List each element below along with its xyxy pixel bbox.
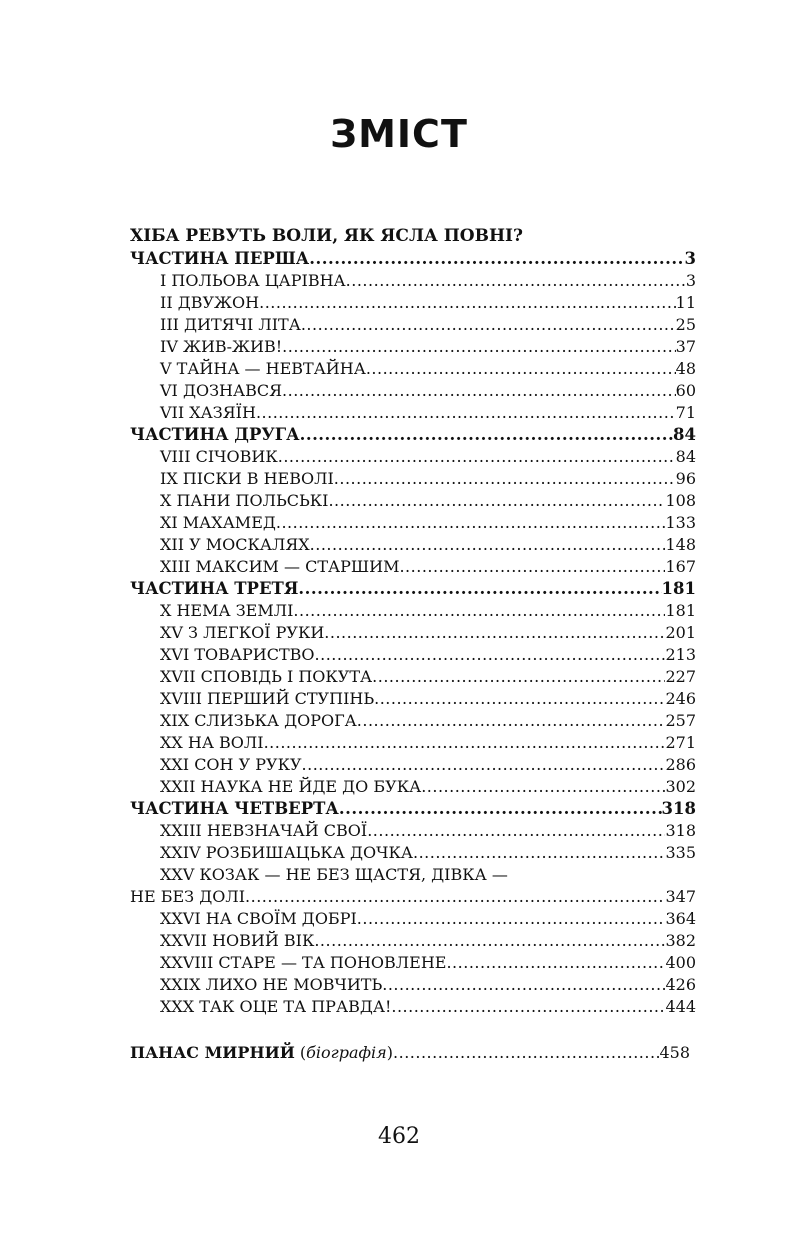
table-of-contents bbox=[130, 248, 696, 1018]
dot-leader bbox=[346, 270, 686, 292]
page-number: 60 bbox=[675, 381, 696, 400]
toc-chapter-row bbox=[130, 358, 696, 380]
paren-close: ) bbox=[386, 1043, 394, 1062]
toc-entry-label: ХХVІ НА СВОЇМ ДОБРІ bbox=[160, 909, 357, 928]
page-number: 37 bbox=[675, 337, 696, 356]
toc-part-row bbox=[130, 248, 696, 270]
dot-leader bbox=[301, 314, 676, 336]
toc-entry-label: ІІ ДВУЖОН bbox=[160, 293, 260, 312]
toc-entry-label: XVІІІ ПЕРШИЙ СТУПІНЬ bbox=[160, 689, 375, 708]
toc-entry-label: ХХІІ НАУКА НЕ ЙДЕ ДО БУКА bbox=[160, 777, 422, 796]
dot-leader bbox=[393, 1042, 659, 1064]
toc-entry-label: ХХІV РОЗБИШАЦЬКА ДОЧКА bbox=[160, 843, 413, 862]
page-number: 48 bbox=[675, 359, 696, 378]
dot-leader bbox=[382, 974, 665, 996]
toc-entry-label: НЕ БЕЗ ДОЛІ bbox=[130, 887, 246, 906]
toc-chapter-row bbox=[130, 380, 696, 402]
biography-entry bbox=[130, 1042, 690, 1064]
page-number: 318 bbox=[661, 799, 696, 818]
toc-chapter-row bbox=[130, 754, 696, 776]
toc-chapter-row bbox=[130, 688, 696, 710]
dot-leader bbox=[315, 644, 666, 666]
toc-entry-label: ХХ НА ВОЛІ bbox=[160, 733, 264, 752]
author-name: ПАНАС МИРНИЙ bbox=[130, 1043, 295, 1062]
page-number: 11 bbox=[675, 293, 696, 312]
toc-chapter-row bbox=[130, 820, 696, 842]
page-number: 167 bbox=[665, 557, 696, 576]
toc-entry-label: VІІІ СІЧОВИК bbox=[160, 447, 278, 466]
toc-entry-label: ЧАСТИНА ПЕРША bbox=[130, 249, 310, 268]
toc-chapter-row bbox=[130, 908, 696, 930]
toc-chapter-row bbox=[130, 556, 696, 578]
toc-chapter-row bbox=[130, 930, 696, 952]
toc-entry-label: ХХІХ ЛИХО НЕ МОВЧИТЬ bbox=[160, 975, 383, 994]
page-number: 201 bbox=[665, 623, 696, 642]
toc-chapter-row bbox=[130, 974, 696, 996]
toc-entry-label: Х НЕМА ЗЕМЛІ bbox=[160, 601, 294, 620]
toc-entry-label: XVІІ СПОВІДЬ І ПОКУТА bbox=[160, 667, 373, 686]
toc-entry-label: ХХІІІ НЕВЗНАЧАЙ СВОЇ bbox=[160, 821, 368, 840]
page-number: 318 bbox=[665, 821, 696, 840]
toc-chapter-row bbox=[130, 710, 696, 732]
toc-entry-label: ІХ ПІСКИ В НЕВОЛІ bbox=[160, 469, 334, 488]
toc-entry-label: ХХVІІ НОВИЙ ВІК bbox=[160, 931, 315, 950]
toc-entry-label: VІІ ХАЗЯЇН bbox=[160, 403, 256, 422]
biography-label bbox=[130, 1042, 393, 1064]
toc-chapter-row bbox=[130, 666, 696, 688]
dot-leader bbox=[374, 688, 665, 710]
toc-chapter-row bbox=[130, 842, 696, 864]
biography-note: біографія bbox=[306, 1043, 387, 1062]
toc-entry-label: V ТАЙНА — НЕВТАЙНА bbox=[160, 359, 366, 378]
toc-chapter-row bbox=[130, 336, 696, 358]
toc-chapter-row bbox=[130, 644, 696, 666]
dot-leader bbox=[302, 754, 666, 776]
toc-entry-label: ЧАСТИНА ТРЕТЯ bbox=[130, 579, 299, 598]
toc-entry-label: ХХХ ТАК ОЦЕ ТА ПРАВДА! bbox=[160, 997, 392, 1016]
toc-chapter-row bbox=[130, 292, 696, 314]
toc-chapter-row bbox=[130, 622, 696, 644]
toc-entry-label: Х ПАНИ ПОЛЬСЬКІ bbox=[160, 491, 329, 510]
dot-leader bbox=[282, 336, 675, 358]
dot-leader bbox=[298, 578, 661, 600]
page-number: 302 bbox=[665, 777, 696, 796]
toc-entry-label: XV З ЛЕГКОЇ РУКИ bbox=[160, 623, 325, 642]
page-number: 286 bbox=[665, 755, 696, 774]
toc-chapter-row bbox=[130, 996, 696, 1018]
toc-chapter-row bbox=[130, 270, 696, 292]
dot-leader bbox=[256, 402, 676, 424]
toc-entry-label: ХІХ СЛИЗЬКА ДОРОГА bbox=[160, 711, 357, 730]
toc-entry-label: ХІ МАХАМЕД bbox=[160, 513, 276, 532]
dot-leader bbox=[314, 930, 665, 952]
page-number: 382 bbox=[665, 931, 696, 950]
dot-leader bbox=[399, 556, 665, 578]
dot-leader bbox=[245, 886, 665, 908]
book-title: ХІБА РЕВУТЬ ВОЛИ, ЯК ЯСЛА ПОВНІ? bbox=[130, 226, 523, 246]
page-number: 3 bbox=[684, 249, 696, 268]
page-number: 25 bbox=[675, 315, 696, 334]
page-number: 148 bbox=[665, 535, 696, 554]
toc-part-row bbox=[130, 798, 696, 820]
page-number: 71 bbox=[675, 403, 696, 422]
dot-leader bbox=[357, 908, 666, 930]
toc-chapter-row bbox=[130, 490, 696, 512]
page-number: 108 bbox=[665, 491, 696, 510]
toc-chapter-row bbox=[130, 446, 696, 468]
dot-leader bbox=[309, 248, 684, 270]
page-number: 213 bbox=[665, 645, 696, 664]
dot-leader bbox=[310, 534, 666, 556]
dot-leader bbox=[357, 710, 666, 732]
page-number: 84 bbox=[673, 425, 696, 444]
dot-leader bbox=[324, 622, 665, 644]
dot-leader bbox=[282, 380, 676, 402]
toc-chapter-row bbox=[130, 776, 696, 798]
dot-leader bbox=[334, 468, 676, 490]
dot-leader bbox=[259, 292, 676, 314]
toc-entry-label: XVІ ТОВАРИСТВО bbox=[160, 645, 315, 664]
toc-entry-label: ЧАСТИНА ДРУГА bbox=[130, 425, 300, 444]
toc-entry-label: ХІІ У МОСКАЛЯХ bbox=[160, 535, 310, 554]
toc-entry-label: І ПОЛЬОВА ЦАРІВНА bbox=[160, 271, 346, 290]
page-number: 133 bbox=[665, 513, 696, 532]
page-number: 335 bbox=[665, 843, 696, 862]
page-number: 400 bbox=[665, 953, 696, 972]
dot-leader bbox=[413, 842, 665, 864]
dot-leader bbox=[264, 732, 666, 754]
toc-entry-label: ХІІІ МАКСИМ — СТАРШИМ bbox=[160, 557, 400, 576]
toc-chapter-row bbox=[130, 402, 696, 424]
toc-entry-label: ХХV КОЗАК — НЕ БЕЗ ЩАСТЯ, ДІВКА — bbox=[160, 865, 508, 884]
dot-leader bbox=[339, 798, 662, 820]
toc-chapter-row bbox=[130, 512, 696, 534]
page-number: 181 bbox=[665, 601, 696, 620]
page-number: 257 bbox=[665, 711, 696, 730]
toc-entry-label: VІ ДОЗНАВСЯ bbox=[160, 381, 283, 400]
page-number: 84 bbox=[675, 447, 696, 466]
page-number: 227 bbox=[665, 667, 696, 686]
toc-row-biography bbox=[130, 1042, 690, 1064]
page-number: 426 bbox=[665, 975, 696, 994]
page-number: 3 bbox=[685, 271, 696, 290]
toc-chapter-row bbox=[130, 864, 696, 886]
toc-entry-label: IV ЖИВ-ЖИВ! bbox=[160, 337, 283, 356]
dot-leader bbox=[278, 446, 676, 468]
page-number: 246 bbox=[665, 689, 696, 708]
page-number: 347 bbox=[665, 887, 696, 906]
dot-leader bbox=[293, 600, 665, 622]
toc-chapter-row bbox=[130, 468, 696, 490]
dot-leader bbox=[328, 490, 665, 512]
page-number: 271 bbox=[665, 733, 696, 752]
page-number: 444 bbox=[665, 997, 696, 1016]
toc-chapter-row bbox=[130, 600, 696, 622]
dot-leader bbox=[372, 666, 665, 688]
folio-page-number: 462 bbox=[378, 1124, 420, 1149]
dot-leader bbox=[276, 512, 666, 534]
page-number: 364 bbox=[665, 909, 696, 928]
dot-leader bbox=[300, 424, 673, 446]
dot-leader bbox=[421, 776, 665, 798]
page-number: 181 bbox=[661, 579, 696, 598]
paren-open: ( bbox=[294, 1043, 307, 1062]
dot-leader bbox=[446, 952, 665, 974]
page-title: ЗМІСТ bbox=[330, 112, 468, 156]
toc-chapter-row bbox=[130, 732, 696, 754]
toc-entry-label: ІІІ ДИТЯЧІ ЛІТА bbox=[160, 315, 301, 334]
toc-part-row bbox=[130, 424, 696, 446]
dot-leader bbox=[391, 996, 665, 1018]
toc-chapter-row bbox=[130, 952, 696, 974]
toc-entry-label: ХХІ СОН У РУКУ bbox=[160, 755, 302, 774]
toc-entry-label: ХХVІІІ СТАРЕ — ТА ПОНОВЛЕНЕ bbox=[160, 953, 447, 972]
toc-chapter-row bbox=[130, 886, 696, 908]
dot-leader bbox=[367, 820, 665, 842]
page-number: 96 bbox=[675, 469, 696, 488]
toc-chapter-row bbox=[130, 534, 696, 556]
page-number: 458 bbox=[659, 1043, 690, 1062]
toc-part-row bbox=[130, 578, 696, 600]
dot-leader bbox=[366, 358, 676, 380]
toc-entry-label: ЧАСТИНА ЧЕТВЕРТА bbox=[130, 799, 339, 818]
toc-chapter-row bbox=[130, 314, 696, 336]
